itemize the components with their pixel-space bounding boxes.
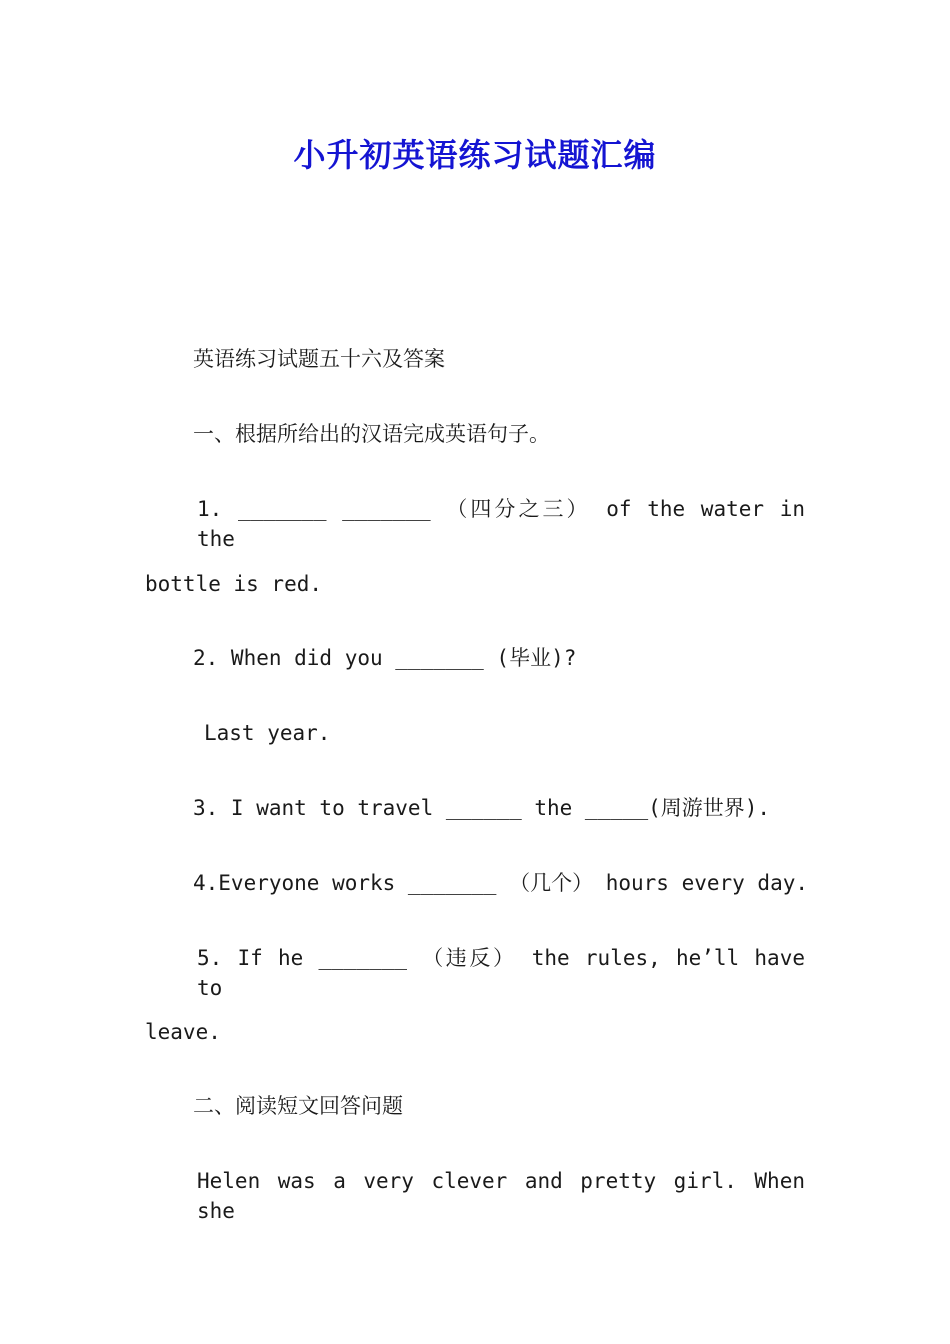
question-3: 3. I want to travel ______ the _____(周游世界).	[193, 796, 771, 820]
document-title: 小升初英语练习试题汇编	[293, 136, 657, 174]
question-5-line-1: 5. If he _______ （违反） the rules, he’ll have to	[197, 946, 805, 1000]
question-5-line-2: leave.	[145, 1020, 221, 1044]
question-1-line-2: bottle is red.	[145, 572, 323, 596]
question-2-line-1: 2. When did you _______ (毕业)?	[193, 646, 577, 670]
question-2-answer-line: Last year.	[204, 721, 331, 745]
section-2-heading: 二、阅读短文回答问题	[193, 1094, 403, 1118]
question-4: 4.Everyone works _______ （几个） hours every day.	[193, 871, 809, 895]
exercise-subtitle: 英语练习试题五十六及答案	[193, 347, 445, 371]
passage-line-1: Helen was a very clever and pretty girl. When she	[197, 1169, 805, 1223]
question-1-line-1: 1. _______ _______ （四分之三） of the water in the	[197, 497, 805, 551]
section-1-heading: 一、根据所给出的汉语完成英语句子。	[193, 422, 550, 446]
